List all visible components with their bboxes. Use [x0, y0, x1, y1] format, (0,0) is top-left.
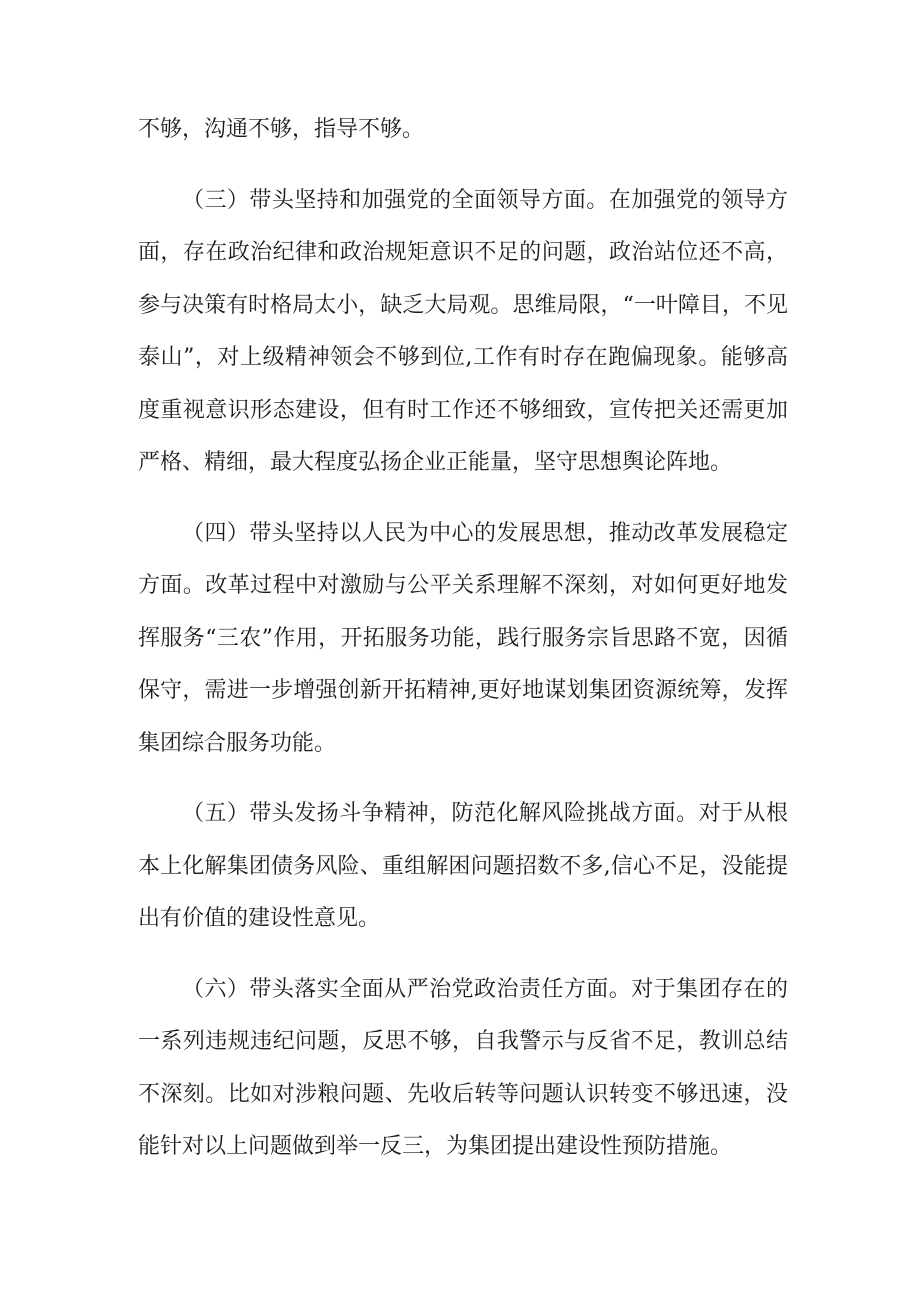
- paragraph-fragment: 不够，沟通不够，指导不够。: [138, 117, 425, 142]
- paragraph-section-5: （五）带头发扬斗争精神，防范化解风险挑战方面。对于从根本上化解集团债务风险、重组解困问题招数不多,信心不足，没能提出有价值的建设性意见。: [138, 801, 788, 931]
- paragraph-section-4: （四）带头坚持以人民为中心的发展思想，推动改革发展稳定方面。改革过程中对激励与公平关系理解不深刻，对如何更好地发挥服务“三农”作用，开拓服务功能，践行服务宗旨思路不宽，因循保守，需进一步增强创新开拓精神,更好地谋划集团资源统筹，发挥集团综合服务功能。: [138, 520, 788, 756]
- paragraph-section-6: （六）带头落实全面从严治党政治责任方面。对于集团存在的一系列违规违纪问题，反思不够，自我警示与反省不足，教训总结不深刻。比如对涉粮问题、先收后转等问题认识转变不够迅速，没能针对以上问题做到举一反三，为集团提出建设性预防措施。: [138, 976, 788, 1159]
- paragraph-section-3: （三）带头坚持和加强党的全面领导方面。在加强党的领导方面，存在政治纪律和政治规矩意识不足的问题，政治站位还不高，参与决策有时格局太小，缺乏大局观。思维局限，“一叶障目，不见泰山”，对上级精神领会不够到位,工作有时存在跑偏现象。能够高度重视意识形态建设，但有时工作还不够细致，宣传把关还需更加严格、精细，最大程度弘扬企业正能量，坚守思想舆论阵地。: [138, 187, 788, 475]
- document-body: [138, 104, 788, 1174]
